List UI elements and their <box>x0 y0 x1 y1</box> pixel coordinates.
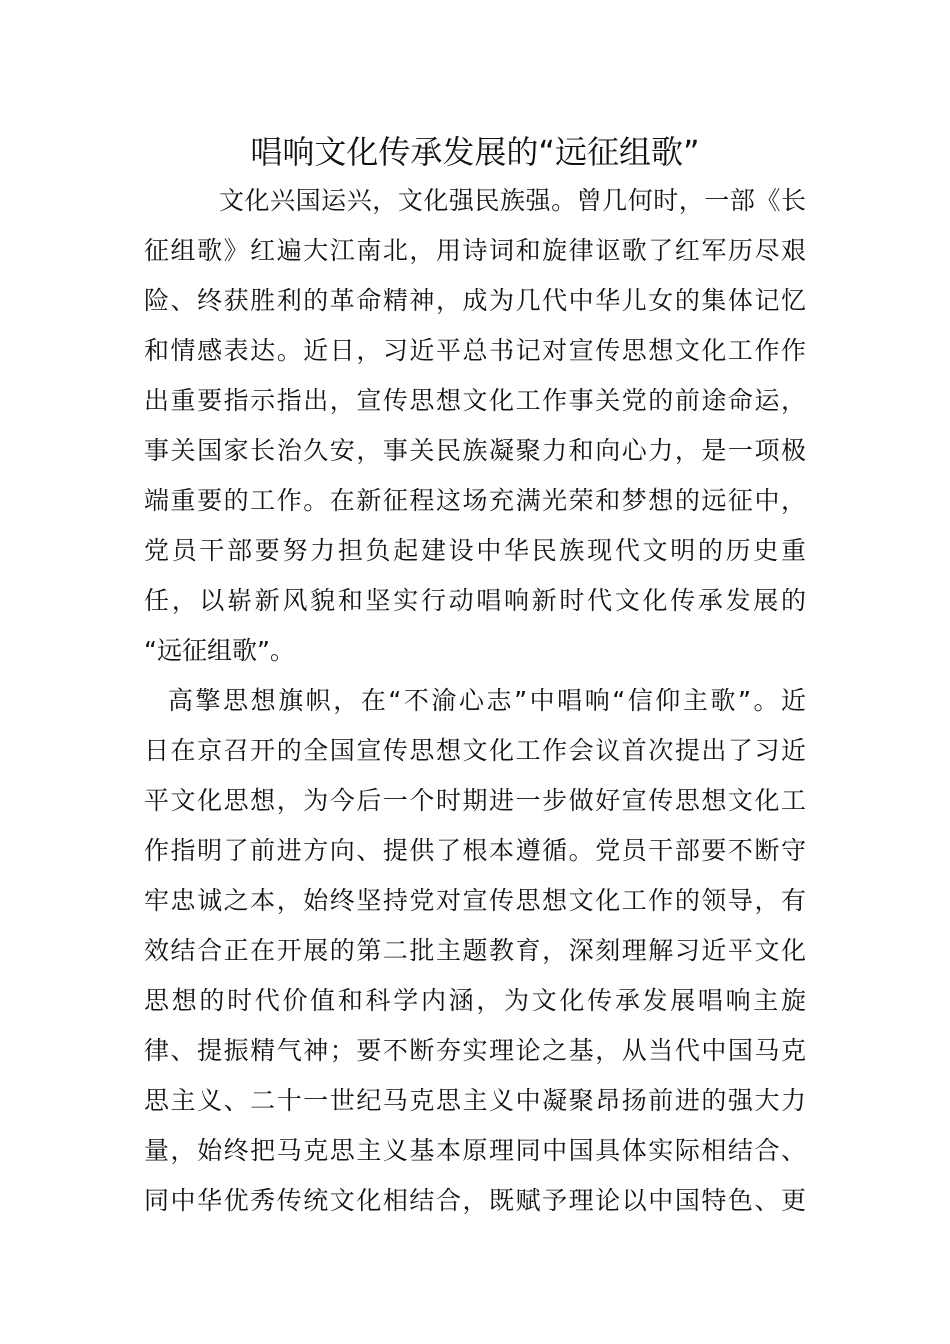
paragraph-2 <box>144 676 806 1226</box>
paragraph-1 <box>144 176 806 676</box>
paragraph-line: 同中华优秀传统文化相结合，既赋予理论以中国特色、更 <box>144 1186 806 1215</box>
paragraph-line: 党员干部要努力担负起建设中华民族现代文明的历史重 <box>144 536 806 565</box>
paragraph-line: 端重要的工作。在新征程这场充满光荣和梦想的远征中， <box>144 486 806 515</box>
paragraph-line: 量，始终把马克思主义基本原理同中国具体实际相结合、 <box>144 1136 806 1165</box>
paragraph-line: 平文化思想，为今后一个时期进一步做好宣传思想文化工 <box>144 786 806 815</box>
paragraph-line: 思想的时代价值和科学内涵，为文化传承发展唱响主旋 <box>144 986 806 1015</box>
paragraph-line: 文化兴国运兴，文化强民族强。曾几何时，一部《长 <box>219 186 806 215</box>
paragraph-line: 高擎思想旗帜，在“不渝心志”中唱响“信仰主歌”。近 <box>168 686 806 715</box>
document-title: 唱响文化传承发展的“远征组歌” <box>250 133 700 171</box>
paragraph-line: 和情感表达。近日，习近平总书记对宣传思想文化工作作 <box>144 336 806 365</box>
paragraph-line: 征组歌》红遍大江南北，用诗词和旋律讴歌了红军历尽艰 <box>144 236 806 265</box>
paragraph-line: 思主义、二十一世纪马克思主义中凝聚昂扬前进的强大力 <box>144 1086 806 1115</box>
paragraph-line: 事关国家长治久安，事关民族凝聚力和向心力，是一项极 <box>144 436 806 465</box>
paragraph-line: 险、终获胜利的革命精神，成为几代中华儿女的集体记忆 <box>144 286 806 315</box>
paragraph-line: 日在京召开的全国宣传思想文化工作会议首次提出了习近 <box>144 736 806 765</box>
paragraph-line: 牢忠诚之本，始终坚持党对宣传思想文化工作的领导，有 <box>144 886 806 915</box>
paragraph-line: 律、提振精气神；要不断夯实理论之基，从当代中国马克 <box>144 1036 806 1065</box>
paragraph-line: 效结合正在开展的第二批主题教育，深刻理解习近平文化 <box>144 936 806 965</box>
paragraph-line: “远征组歌”。 <box>144 636 295 665</box>
paragraph-line: 任，以崭新风貌和坚实行动唱响新时代文化传承发展的 <box>144 586 806 615</box>
paragraph-line: 作指明了前进方向、提供了根本遵循。党员干部要不断守 <box>144 836 806 865</box>
paragraph-line: 出重要指示指出，宣传思想文化工作事关党的前途命运， <box>144 386 806 415</box>
document-body <box>144 176 806 1226</box>
